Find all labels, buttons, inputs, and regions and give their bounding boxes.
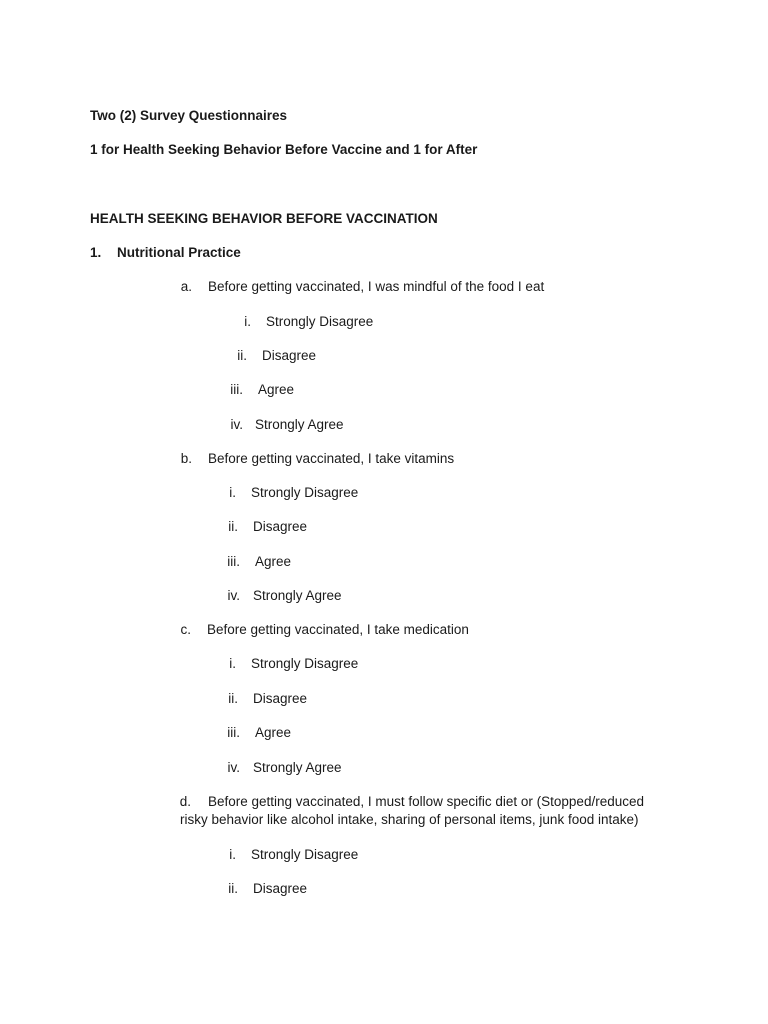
- option-marker: i.: [229, 485, 236, 500]
- option-text: Strongly Disagree: [251, 656, 359, 671]
- option-marker: ii.: [228, 691, 238, 706]
- doc-subheading: 1 for Health Seeking Behavior Before Vaccine and 1 for After: [90, 142, 478, 157]
- section-title: HEALTH SEEKING BEHAVIOR BEFORE VACCINATION: [90, 211, 438, 226]
- option-marker: i.: [229, 656, 236, 671]
- question-marker: d.: [179, 794, 191, 809]
- option-text: Strongly Disagree: [266, 314, 374, 329]
- option-text: Disagree: [262, 348, 317, 363]
- question-marker: a.: [180, 279, 192, 294]
- option-text: Disagree: [253, 519, 308, 534]
- question-text: Before getting vaccinated, I must follow specific diet or (Stopped/reduced: [208, 794, 644, 809]
- option-text: Agree: [255, 554, 292, 569]
- question-text-continued: risky behavior like alcohol intake, sharing of personal items, junk food intake): [180, 812, 639, 827]
- option-marker: i.: [244, 314, 251, 329]
- question-marker: b.: [180, 451, 192, 466]
- option-text: Strongly Agree: [253, 760, 342, 775]
- option-marker: ii.: [237, 348, 247, 363]
- option-marker: iv.: [230, 417, 243, 432]
- question-text: Before getting vaccinated, I was mindful of the food I eat: [208, 279, 545, 294]
- option-marker: iii.: [230, 382, 243, 397]
- option-text: Agree: [255, 725, 292, 740]
- item-title: Nutritional Practice: [117, 245, 241, 260]
- option-text: Strongly Disagree: [251, 847, 359, 862]
- option-marker: iv.: [227, 760, 240, 775]
- option-text: Strongly Agree: [253, 588, 342, 603]
- option-text: Strongly Disagree: [251, 485, 359, 500]
- option-text: Disagree: [253, 881, 308, 896]
- option-marker: iv.: [227, 588, 240, 603]
- question-marker: c.: [180, 622, 191, 637]
- option-marker: i.: [229, 847, 236, 862]
- option-text: Agree: [258, 382, 295, 397]
- question-text: Before getting vaccinated, I take medication: [207, 622, 469, 637]
- option-text: Strongly Agree: [255, 417, 344, 432]
- doc-heading: Two (2) Survey Questionnaires: [90, 108, 288, 123]
- item-number: 1.: [90, 245, 102, 260]
- option-marker: ii.: [228, 881, 238, 896]
- option-marker: iii.: [227, 554, 240, 569]
- question-text: Before getting vaccinated, I take vitamins: [208, 451, 455, 466]
- option-marker: ii.: [228, 519, 238, 534]
- option-marker: iii.: [227, 725, 240, 740]
- option-text: Disagree: [253, 691, 308, 706]
